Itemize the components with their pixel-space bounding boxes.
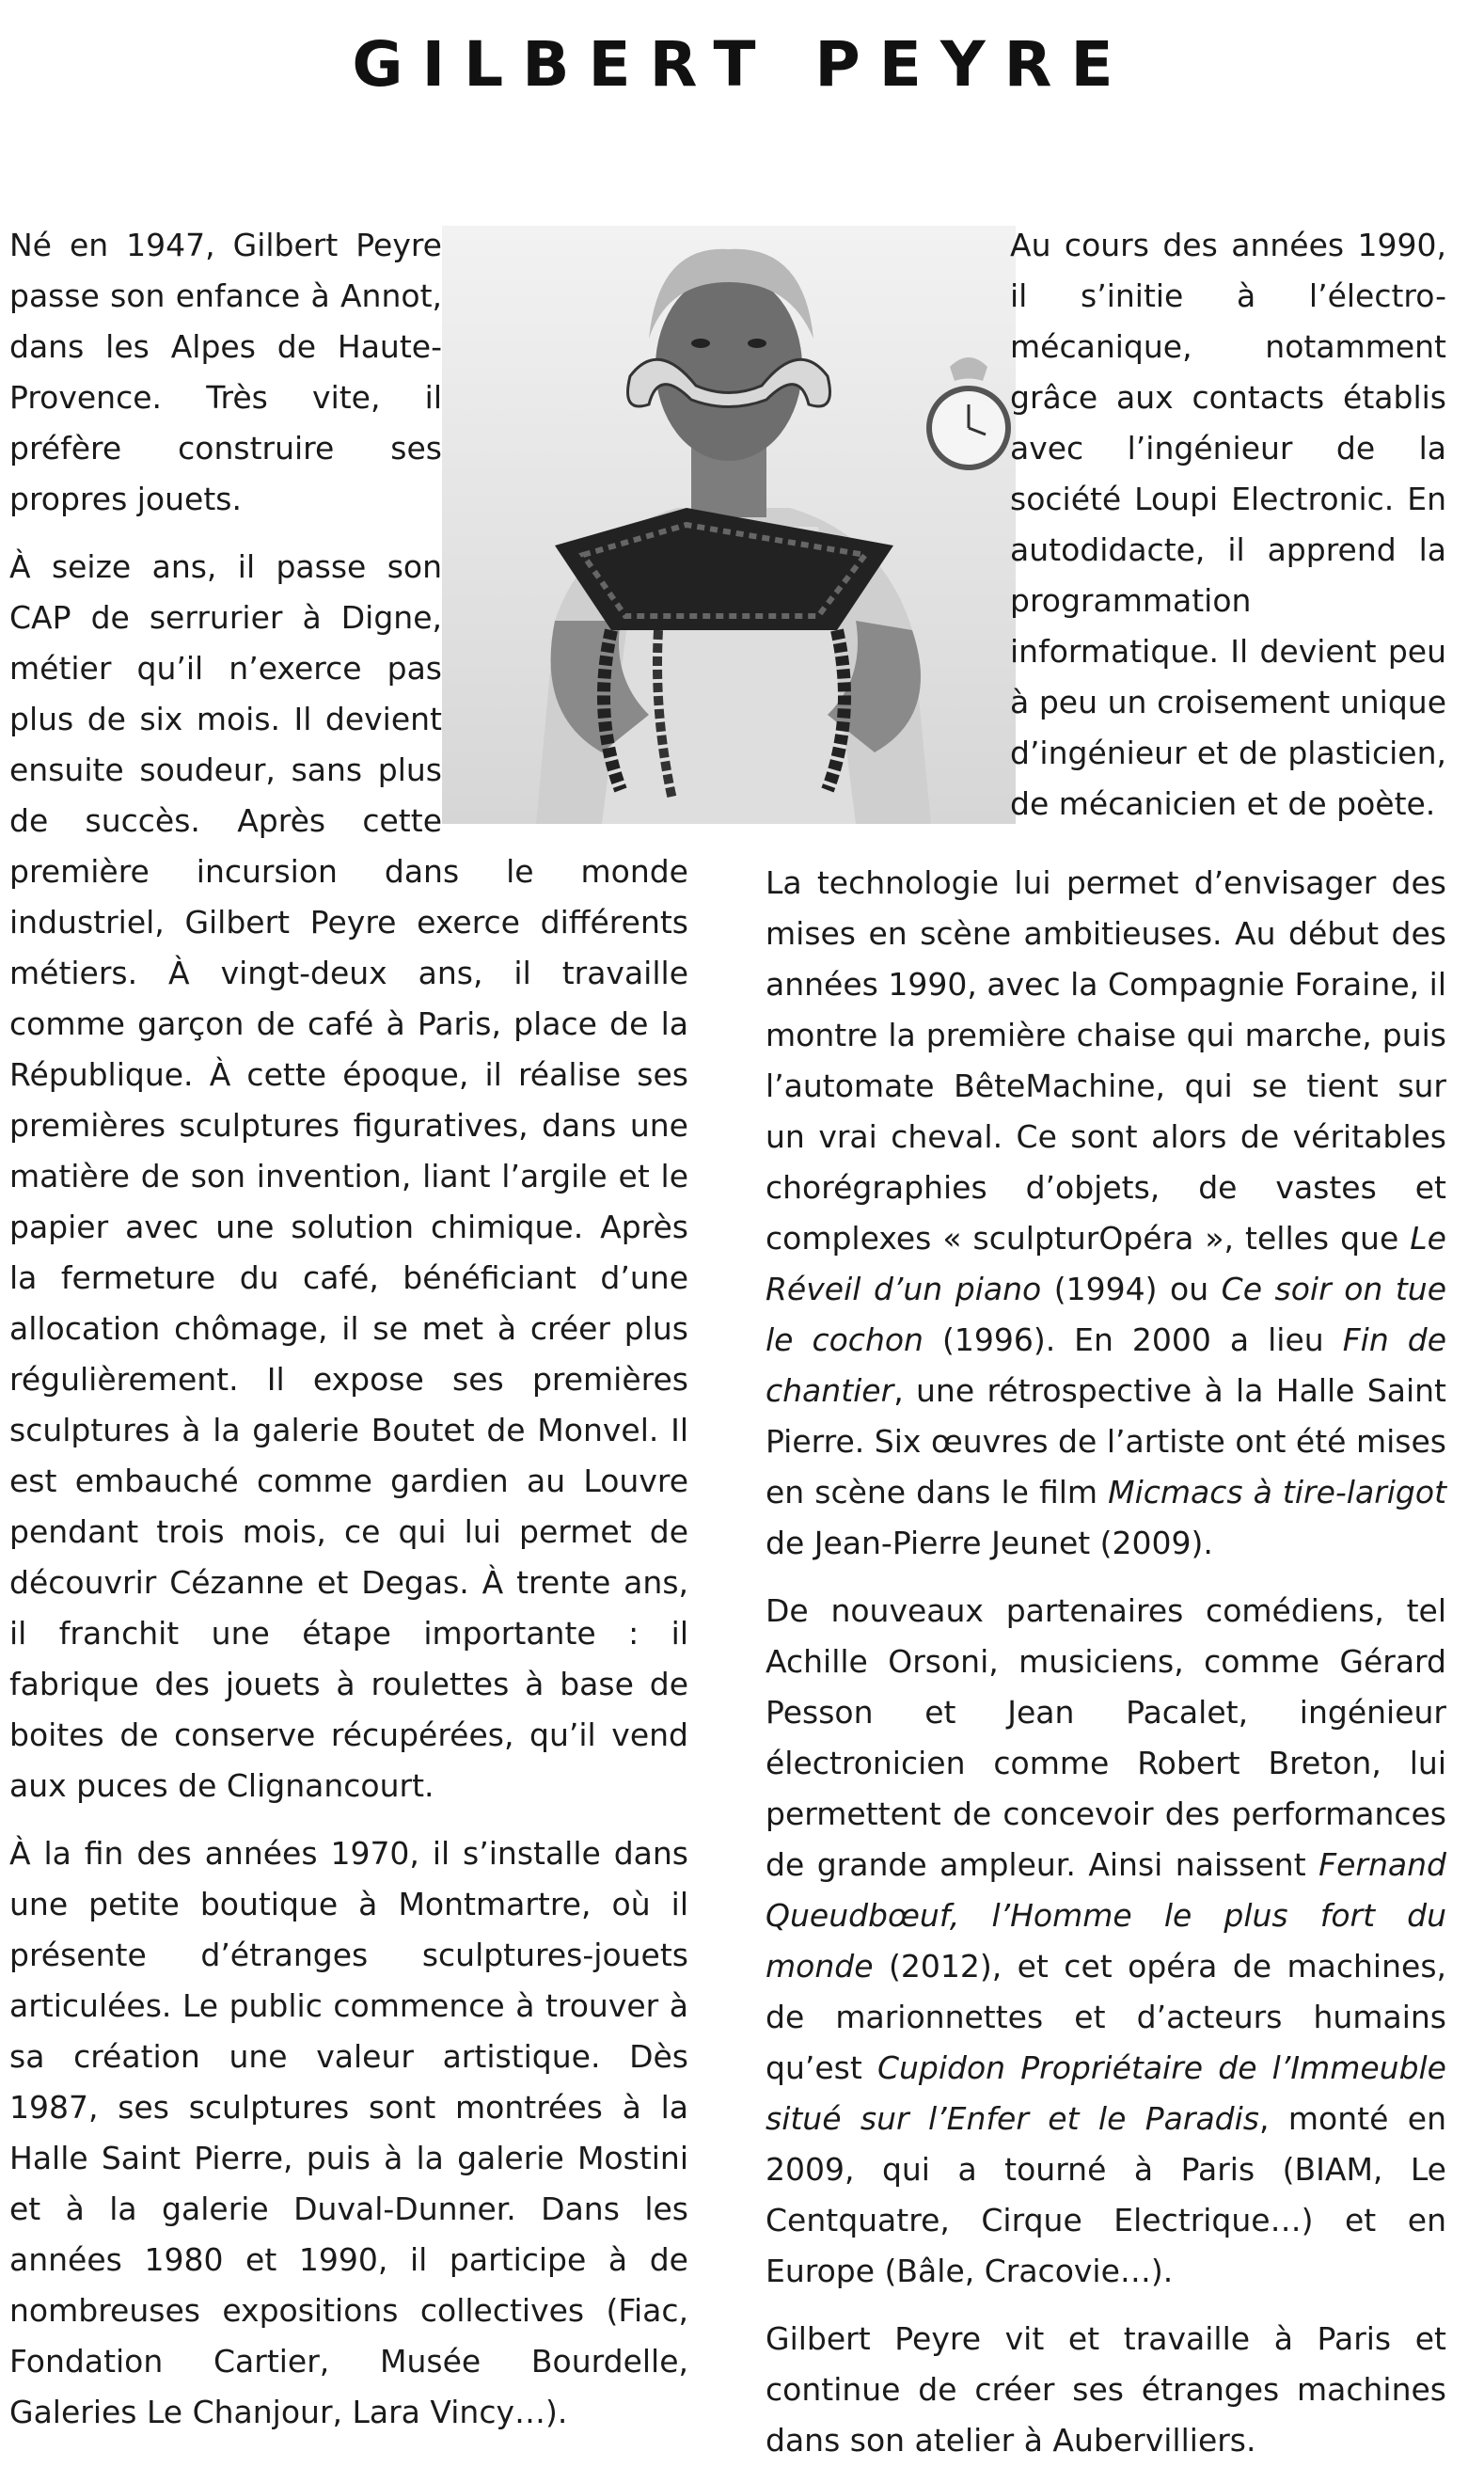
photo-wrap-space [442, 220, 688, 831]
paragraph-montmartre: À la fin des années 1970, il s’installe dans une petite boutique à Montmartre, où il présente d’étranges sculptures-jouets articulées. Le public commence à trouver à sa création une valeur artistique. Dès 1987, ses sculptures sont montrées à la Halle Saint Pierre, puis à la galerie Mostini et à la galerie Duval-Dunner. Dans les années 1980 et 1990, il participe à de nombreuses expositions collectives (Fiac, Fondation Cartier, Musée Bourdelle, Galeries Le Chanjour, Lara Vincy…). [9, 1835, 688, 2430]
photo-wrap-space-right [766, 220, 1010, 831]
italic-work-title: Le Réveil d’un piano [766, 1220, 1446, 1307]
right-text-column [766, 220, 1446, 2483]
paragraph-technology [766, 858, 1446, 1569]
paragraph-electromechanics: Au cours des années 1990, il s’initie à l’électro-mécanique, notamment grâce aux contacts établis avec l’ingénieur de la société Loupi Electronic. En autodidacte, il apprend la programmation informatique. Il devient peu à peu un croisement unique d’ingénieur et de plasticien, de mécanicien et de poète. [1010, 227, 1446, 822]
text-span: (2012), et cet opéra de machines, de marionnettes et d’acteurs humains qu’est [766, 1948, 1446, 2086]
text-span: , une rétrospective à la Halle Saint Pierre. Six œuvres de l’artiste ont été mises en scène dans le film [766, 1372, 1446, 1510]
text-span: De nouveaux partenaires comédiens, tel Achille Orsoni, musiciens, comme Gérard Pesson et Jean Pacalet, ingénieur électronicien comme Robert Breton, lui permettent de concevoir des performances de grande ampleur. Ainsi naissent [766, 1592, 1446, 1883]
paragraph-present: Gilbert Peyre vit et travaille à Paris et continue de créer ses étranges machines dans son atelier à Aubervilliers. [766, 2320, 1446, 2459]
italic-film-title: Micmacs à tire-larigot [1108, 1474, 1447, 1510]
text-span: (1994) ou [1041, 1271, 1222, 1307]
paragraph-early-career: À seize ans, il passe son CAP de serrurier à Digne, métier qu’il n’exerce pas plus de six mois. Il devient ensuite soudeur, sans plus de succès. Après cette première incursion dans le monde industriel, Gilbert Peyre exerce différents métiers. À vingt-deux ans, il travaille comme garçon de café à Paris, place de la République. À cette époque, il réalise ses premières sculptures figuratives, dans une matière de son invention, liant l’argile et le papier avec une solution chimique. Après la fermeture du café, bénéficiant d’une allocation chômage, il se met à créer plus régulièrement. Il expose ses premières sculptures à la galerie Boutet de Monvel. Il est embauché comme gardien au Louvre pendant trois mois, ce qui lui permet de découvrir Cézanne et Degas. À trente ans, il franchit une étape importante : il fabrique des jouets à roulettes à base de boites de conserve récupérées, qu’il vend aux puces de Clignancourt. [9, 548, 688, 1804]
left-text-column [9, 220, 688, 2455]
italic-work-title: Ce soir on tue le cochon [766, 1271, 1446, 1358]
text-span: La technologie lui permet d’envisager des mises en scène ambitieuses. Au début des années 1990, avec la Compagnie Foraine, il montre la première chaise qui marche, puis l’automate BêteMachine, qui se tient sur un vrai cheval. Ce sont alors de véritables chorégraphies d’objets, de vastes et complexes « sculpturOpéra », telles que [766, 864, 1446, 1257]
paragraph-partners [766, 1586, 1446, 2297]
italic-work-title: Fernand Queudbœuf, l’Homme le plus fort du monde [766, 1846, 1446, 1985]
italic-work-title: Fin de chantier [766, 1321, 1446, 1409]
italic-work-title: Cupidon Propriétaire de l’Immeuble situé sur l’Enfer et le Paradis [766, 2049, 1446, 2137]
text-span: , monté en 2009, qui a tourné à Paris (BIAM, Le Centquatre, Cirque Electrique…) et en Europe (Bâle, Cracovie…). [766, 2100, 1446, 2289]
text-span: de Jean-Pierre Jeunet (2009). [766, 1525, 1213, 1561]
paragraph-childhood: Né en 1947, Gilbert Peyre passe son enfance à Annot, dans les Alpes de Haute-Provence. Très vite, il préfère construire ses propres jouets. [9, 227, 442, 517]
page-title: GILBERT PEYRE [352, 28, 1132, 101]
text-span: (1996). En 2000 a lieu [923, 1321, 1343, 1358]
